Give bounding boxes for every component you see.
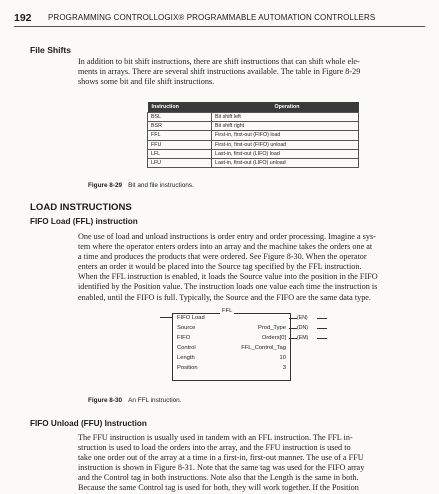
column-header: Instruction <box>148 102 212 113</box>
table-cell: LFL <box>148 149 212 158</box>
table-row <box>148 158 359 167</box>
output-wire <box>289 338 297 339</box>
output-wire <box>317 338 327 339</box>
paragraph-line: shows some bit and file shift instructions. <box>78 77 215 87</box>
figure-8-30-caption <box>88 397 182 404</box>
ffl-param-label: FIFO Load <box>177 315 205 321</box>
figure-caption-text: Bit and file instructions. <box>128 182 194 189</box>
column-header: Operation <box>212 102 359 113</box>
rung-line <box>160 317 172 318</box>
table-cell: LFU <box>148 158 212 167</box>
ffl-param-label: Control <box>177 345 196 351</box>
figure-caption-text: An FFL instruction. <box>128 397 182 404</box>
em-output-tag: (EM) <box>297 335 309 341</box>
table-cell: FFU <box>148 140 212 149</box>
paragraph-line: The FFU instruction is usually used in tandem with an FFL instruction. The FFL in- <box>78 433 353 442</box>
file-shifts-paragraph <box>78 57 423 87</box>
table-cell: Bit shift left <box>212 113 359 122</box>
ffl-param-value: Prod_Type <box>257 325 286 331</box>
paragraph-line: In addition to bit shift instructions, there are shift instructions that can shift whole ele- <box>78 57 360 66</box>
paragraph-line: Because the same Control tag is used for both, they will work together. If the Position <box>78 483 359 493</box>
table-header-row <box>148 102 359 113</box>
ffl-param-label: Position <box>177 365 198 371</box>
paragraph-line: take one order out of the array at a time in a first-in, first-out manner. The use of a FFU <box>78 453 364 463</box>
output-wire <box>289 318 297 319</box>
ffl-param-label: FIFO <box>177 335 191 341</box>
paragraph-line: tem where the operator enters orders into an array and the machine takes the orders one at <box>78 242 373 252</box>
figure-label: Figure 8-29 <box>88 182 123 189</box>
shift-instructions-table <box>147 102 359 168</box>
load-instructions-heading: LOAD INSTRUCTIONS <box>30 202 132 213</box>
page-header <box>14 12 425 27</box>
ffl-paragraph <box>78 232 423 303</box>
ffl-instruction-diagram <box>160 308 356 392</box>
dn-output-tag: (DN) <box>297 325 308 331</box>
paragraph-line: a time and produces the products that were ordered. See Figure 8-30. When the operator <box>78 252 367 262</box>
ffl-param-value: 3 <box>282 365 286 371</box>
table-row <box>148 122 359 131</box>
ffl-param-value: FFL_Control_Tag <box>241 345 286 351</box>
paragraph-line: struction is used to load the orders into the array, and the FFU instruction is used to <box>78 443 351 453</box>
table-row <box>148 140 359 149</box>
table-cell: Bit shift right <box>212 122 359 131</box>
paragraph-line: enters an order it would be placed into the Source tag specified by the FFL instruction. <box>78 262 362 272</box>
paragraph-line: When the FFL instruction is enabled, it loads the Source value into the position in the FIFO <box>78 272 378 282</box>
paragraph-line: and the Control tag in both instructions. Note also that the Length is the same in both. <box>78 473 359 483</box>
ffl-param-label: Length <box>177 355 195 361</box>
output-wire <box>317 318 327 319</box>
table-cell: Last-in, first-out (LIFO) unload <box>212 158 359 167</box>
table-cell: BSR <box>148 122 212 131</box>
table-cell: First-in, first-out (FIFO) unload <box>212 140 359 149</box>
figure-8-29-caption <box>88 182 194 189</box>
output-wire <box>289 328 297 329</box>
ffu-heading: FIFO Unload (FFU) Instruction <box>30 419 147 428</box>
file-shifts-heading: File Shifts <box>30 45 72 55</box>
ffl-param-value: Orders[0] <box>261 335 286 341</box>
en-output-tag: (EN) <box>297 315 308 321</box>
paragraph-line: instruction is shown in Figure 8-31. Note that the same tag was used for the FIFO array <box>78 463 365 473</box>
page-number: 192 <box>14 12 32 24</box>
ffl-block-title: FFL <box>222 308 233 314</box>
table-cell: Last-in, first-out (LIFO) load <box>212 149 359 158</box>
ffl-heading: FIFO Load (FFL) instruction <box>30 217 138 226</box>
paragraph-line: enabled, until the FIFO is full. Typically, the Source and the FIFO are the same data type. <box>78 292 371 302</box>
table-cell: First-in, first-out (FIFO) load <box>212 131 359 140</box>
table-cell: BSL <box>148 113 212 122</box>
table-row <box>148 149 359 158</box>
figure-label: Figure 8-30 <box>88 397 123 404</box>
table-row <box>148 131 359 140</box>
ffu-paragraph <box>78 433 423 494</box>
paragraph-line: One use of load and unload instructions is order entry and order processing. Imagine a sys- <box>78 232 376 241</box>
running-title: PROGRAMMING CONTROLLOGIX® PROGRAMMABLE AUTOMATION CONTROLLERS <box>48 13 376 22</box>
ffl-param-value: 10 <box>279 355 286 361</box>
paragraph-line: ments in arrays. There are several shift instructions available. The table in Figure 8-29 <box>78 67 361 77</box>
output-wire <box>317 328 327 329</box>
table-cell: FFL <box>148 131 212 140</box>
table-row <box>148 113 359 122</box>
ffl-param-label: Source <box>177 325 196 331</box>
paragraph-line: identified by the Position value. The instruction loads one value each time the instruction is <box>78 282 378 292</box>
